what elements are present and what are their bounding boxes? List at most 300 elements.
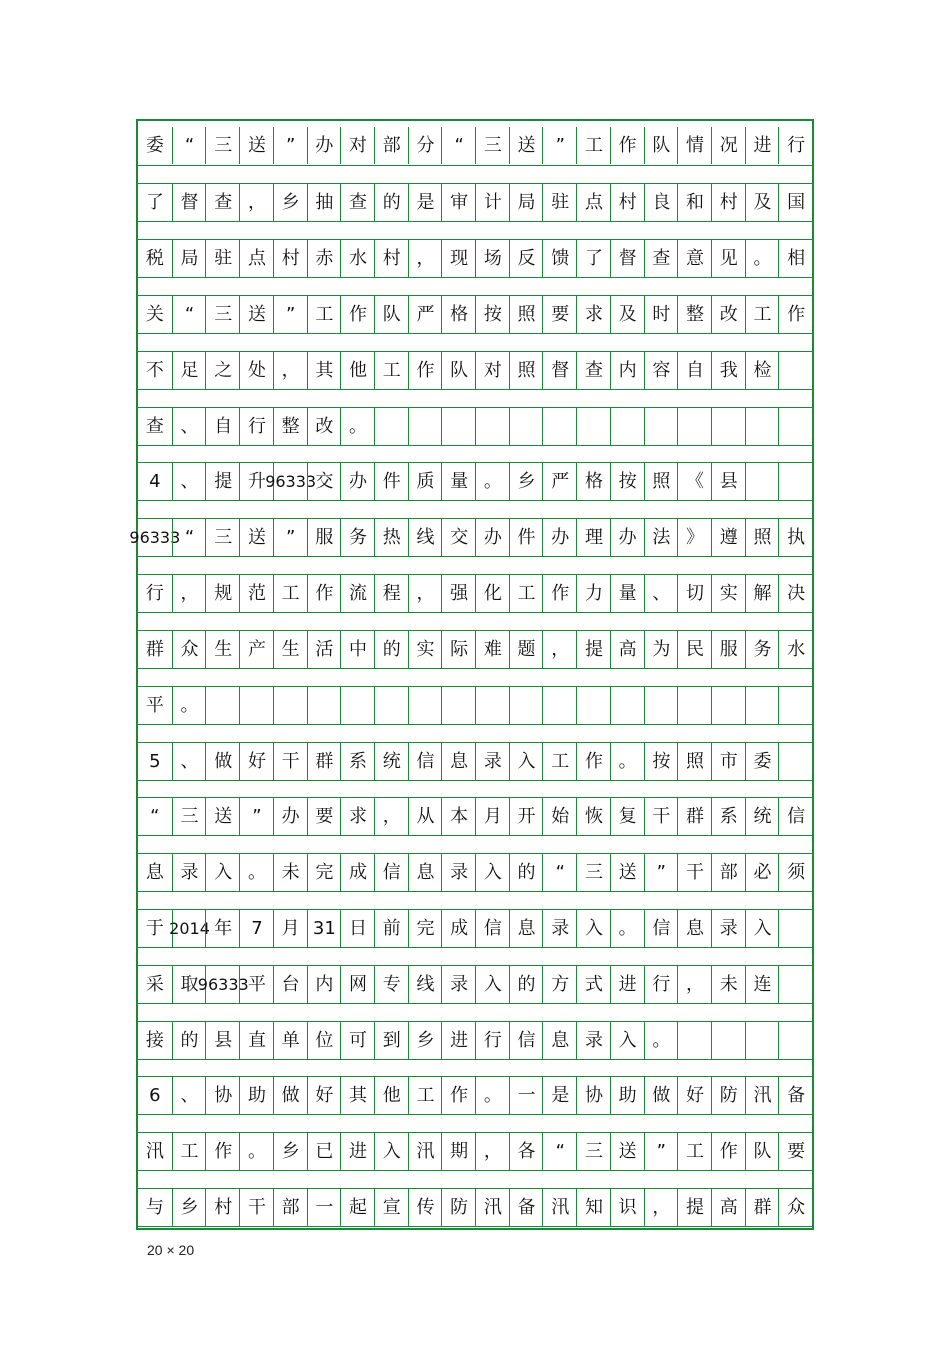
grid-cell: 。 — [475, 1077, 510, 1114]
grid-cell: ， — [475, 1133, 510, 1170]
grid-row — [138, 1132, 812, 1171]
grid-cell: 。 — [644, 1022, 679, 1059]
grid-cell: 升 — [239, 463, 274, 500]
grid-cell: 照 — [677, 743, 712, 780]
grid-cell: 县 — [711, 463, 746, 500]
grid-cell: 办 — [610, 519, 645, 556]
grid-cell: 工 — [374, 352, 409, 389]
grid-cell: 件 — [374, 463, 409, 500]
grid-cell: 理 — [576, 519, 611, 556]
grid-cell: 送 — [239, 519, 274, 556]
grid-cell: 做 — [644, 1077, 679, 1114]
grid-cell — [542, 687, 577, 724]
grid-cell: 月 — [475, 798, 510, 835]
grid-size-label: 20 × 20 — [147, 1242, 195, 1258]
grid-cell — [475, 687, 510, 724]
grid-row — [138, 183, 812, 222]
grid-cell: 乡 — [408, 1022, 443, 1059]
grid-cell: 工 — [576, 127, 611, 164]
grid-cell: 的 — [509, 854, 544, 891]
grid-cell: 提 — [205, 463, 240, 500]
grid-cell: 作 — [340, 296, 375, 333]
grid-cell: 产 — [239, 631, 274, 668]
grid-cell: 息 — [408, 854, 443, 891]
grid-cell: 局 — [509, 184, 544, 221]
grid-cell: 督 — [172, 184, 207, 221]
grid-cell: 众 — [778, 1189, 813, 1226]
grid-cell: ” — [644, 1133, 679, 1170]
grid-cell: 委 — [745, 743, 780, 780]
grid-cell: 要 — [778, 1133, 813, 1170]
grid-cell: 、 — [172, 743, 207, 780]
grid-row — [138, 239, 812, 278]
grid-cell: 入 — [205, 854, 240, 891]
grid-cell — [509, 408, 544, 445]
grid-cell: 协 — [205, 1077, 240, 1114]
grid-cell: 进 — [745, 127, 780, 164]
grid-cell — [408, 687, 443, 724]
grid-cell: 民 — [677, 631, 712, 668]
grid-cell: 96333 — [273, 463, 308, 500]
grid-cell: 月 — [273, 910, 308, 947]
grid-cell: 传 — [408, 1189, 443, 1226]
grid-cell: 7 — [239, 910, 274, 947]
grid-row — [138, 742, 812, 781]
grid-cell: ， — [239, 184, 274, 221]
grid-cell: 平 — [239, 966, 274, 1003]
grid-cell — [778, 743, 813, 780]
grid-cell: 入 — [576, 910, 611, 947]
grid-cell: 三 — [205, 296, 240, 333]
grid-cell: 内 — [610, 352, 645, 389]
grid-cell: 作 — [576, 743, 611, 780]
grid-cell: 作 — [205, 1133, 240, 1170]
grid-cell: 村 — [711, 184, 746, 221]
grid-cell — [340, 687, 375, 724]
grid-cell: 干 — [239, 1189, 274, 1226]
grid-cell: 量 — [441, 463, 476, 500]
grid-cell: 入 — [475, 966, 510, 1003]
grid-cell: 驻 — [205, 240, 240, 277]
grid-row — [138, 407, 812, 446]
grid-cell — [778, 966, 813, 1003]
grid-cell — [677, 687, 712, 724]
grid-cell: 直 — [239, 1022, 274, 1059]
grid-cell: 整 — [677, 296, 712, 333]
grid-cell: 助 — [239, 1077, 274, 1114]
grid-cell: 。 — [239, 854, 274, 891]
grid-cell: 程 — [374, 575, 409, 612]
grid-cell: 的 — [374, 631, 409, 668]
grid-cell: 群 — [145, 638, 164, 660]
grid-cell: ， — [677, 966, 712, 1003]
grid-cell: 内 — [307, 966, 342, 1003]
grid-cell: 入 — [374, 1133, 409, 1170]
grid-cell: 、 — [644, 575, 679, 612]
grid-cell — [778, 408, 813, 445]
grid-cell: 照 — [509, 352, 544, 389]
grid-cell: 队 — [441, 352, 476, 389]
grid-cell: 送 — [239, 296, 274, 333]
grid-cell: 完 — [408, 910, 443, 947]
grid-row — [138, 351, 812, 390]
grid-cell: 办 — [475, 519, 510, 556]
grid-cell: 办 — [542, 519, 577, 556]
grid-cell: 改 — [307, 408, 342, 445]
grid-cell: 工 — [745, 296, 780, 333]
grid-cell: 到 — [374, 1022, 409, 1059]
grid-cell: 件 — [509, 519, 544, 556]
grid-cell: 村 — [374, 240, 409, 277]
grid-cell: 工 — [509, 575, 544, 612]
grid-cell — [778, 910, 813, 947]
grid-cell: 际 — [441, 631, 476, 668]
grid-cell: 分 — [408, 127, 443, 164]
grid-cell — [677, 408, 712, 445]
grid-cell: 与 — [145, 1196, 164, 1218]
grid-cell: 进 — [441, 1022, 476, 1059]
grid-cell: 关 — [145, 303, 164, 325]
grid-cell: 部 — [273, 1189, 308, 1226]
grid-cell: 格 — [576, 463, 611, 500]
grid-cell: 查 — [205, 184, 240, 221]
grid-cell: 相 — [778, 240, 813, 277]
grid-cell — [711, 687, 746, 724]
grid-cell: 作 — [307, 575, 342, 612]
grid-cell: 执 — [778, 519, 813, 556]
grid-cell: 县 — [205, 1022, 240, 1059]
grid-cell: 做 — [273, 1077, 308, 1114]
grid-row — [138, 462, 812, 501]
grid-cell: 入 — [509, 743, 544, 780]
grid-cell: 录 — [441, 854, 476, 891]
grid-cell: 位 — [307, 1022, 342, 1059]
grid-cell: 其 — [307, 352, 342, 389]
grid-cell: 和 — [677, 184, 712, 221]
grid-cell — [778, 352, 813, 389]
grid-cell: 水 — [340, 240, 375, 277]
grid-cell: 意 — [677, 240, 712, 277]
grid-cell: 作 — [542, 575, 577, 612]
grid-cell: 活 — [307, 631, 342, 668]
grid-cell: 三 — [205, 519, 240, 556]
grid-cell: 成 — [340, 854, 375, 891]
grid-cell: 整 — [273, 408, 308, 445]
grid-cell: 汛 — [745, 1077, 780, 1114]
grid-cell: 从 — [408, 798, 443, 835]
grid-cell: 要 — [542, 296, 577, 333]
grid-cell: 起 — [340, 1189, 375, 1226]
grid-cell: 各 — [509, 1133, 544, 1170]
grid-cell: 生 — [205, 631, 240, 668]
grid-cell: 处 — [239, 352, 274, 389]
grid-cell: 查 — [145, 415, 164, 437]
grid-cell: 乡 — [172, 1189, 207, 1226]
grid-cell: 行 — [239, 408, 274, 445]
grid-cell: 题 — [509, 631, 544, 668]
grid-cell: 息 — [441, 743, 476, 780]
grid-cell: 汛 — [542, 1189, 577, 1226]
grid-cell: 录 — [172, 854, 207, 891]
grid-cell: 。 — [340, 408, 375, 445]
grid-cell: 驻 — [542, 184, 577, 221]
grid-cell: 年 — [205, 910, 240, 947]
grid-cell: 三 — [475, 127, 510, 164]
grid-cell: 录 — [441, 966, 476, 1003]
grid-cell: 、 — [172, 408, 207, 445]
grid-cell: 2014 — [172, 910, 207, 947]
grid-cell — [745, 408, 780, 445]
grid-cell: 31 — [307, 910, 342, 947]
grid-cell: 作 — [441, 1077, 476, 1114]
grid-cell: ， — [408, 240, 443, 277]
grid-cell: 息 — [145, 861, 164, 883]
grid-cell: 查 — [576, 352, 611, 389]
grid-cell: 6 — [149, 1084, 161, 1106]
grid-cell: 量 — [610, 575, 645, 612]
grid-cell: 提 — [677, 1189, 712, 1226]
grid-cell: 送 — [239, 127, 274, 164]
grid-cell: 5 — [149, 750, 161, 772]
grid-cell: 一 — [509, 1077, 544, 1114]
grid-cell: 96333 — [205, 966, 240, 1003]
grid-cell: 进 — [610, 966, 645, 1003]
grid-cell: 队 — [644, 127, 679, 164]
grid-cell — [542, 408, 577, 445]
grid-cell: 局 — [172, 240, 207, 277]
grid-cell: 市 — [711, 743, 746, 780]
grid-cell: 群 — [745, 1189, 780, 1226]
grid-cell: 高 — [711, 1189, 746, 1226]
grid-cell: 作 — [711, 1133, 746, 1170]
grid-cell: 现 — [441, 240, 476, 277]
grid-cell: 计 — [475, 184, 510, 221]
grid-cell: 中 — [340, 631, 375, 668]
grid-cell: 改 — [711, 296, 746, 333]
grid-cell: 助 — [610, 1077, 645, 1114]
grid-cell: 作 — [610, 127, 645, 164]
grid-cell: 为 — [644, 631, 679, 668]
grid-cell: 抽 — [307, 184, 342, 221]
grid-cell: “ — [172, 127, 207, 164]
grid-cell — [374, 408, 409, 445]
grid-cell: ， — [172, 575, 207, 612]
grid-cell: 三 — [576, 1133, 611, 1170]
grid-cell: 4 — [149, 470, 161, 492]
grid-cell: 场 — [475, 240, 510, 277]
grid-cell: 备 — [778, 1077, 813, 1114]
grid-cell: 要 — [307, 798, 342, 835]
grid-cell: 入 — [475, 854, 510, 891]
grid-cell — [576, 408, 611, 445]
grid-cell: 检 — [745, 352, 780, 389]
grid-cell: 。 — [172, 687, 207, 724]
grid-cell: 实 — [408, 631, 443, 668]
grid-cell: 录 — [475, 743, 510, 780]
grid-cell: 开 — [509, 798, 544, 835]
grid-cell: 。 — [475, 463, 510, 500]
grid-cell: 之 — [205, 352, 240, 389]
grid-cell — [205, 687, 240, 724]
grid-row — [138, 1021, 812, 1060]
grid-cell: 汛 — [475, 1189, 510, 1226]
grid-row — [138, 853, 812, 892]
grid-cell: 96333 — [129, 527, 181, 547]
grid-cell: 服 — [307, 519, 342, 556]
grid-cell: 村 — [610, 184, 645, 221]
grid-cell — [374, 687, 409, 724]
grid-cell: 行 — [145, 582, 164, 604]
grid-cell: 。 — [610, 743, 645, 780]
grid-row — [138, 909, 812, 948]
grid-cell: 信 — [644, 910, 679, 947]
grid-cell: ， — [644, 1189, 679, 1226]
grid-cell: 查 — [644, 240, 679, 277]
grid-cell: 他 — [340, 352, 375, 389]
grid-cell: 息 — [677, 910, 712, 947]
grid-cell: 容 — [644, 352, 679, 389]
grid-cell: 况 — [711, 127, 746, 164]
grid-cell — [408, 408, 443, 445]
grid-cell: 自 — [677, 352, 712, 389]
grid-row — [138, 1188, 812, 1227]
grid-cell: 协 — [576, 1077, 611, 1114]
grid-cell: 录 — [711, 910, 746, 947]
grid-cell: “ — [542, 1133, 577, 1170]
grid-cell: 见 — [711, 240, 746, 277]
grid-cell: 点 — [576, 184, 611, 221]
grid-cell: 办 — [340, 463, 375, 500]
grid-row — [138, 630, 812, 669]
grid-cell: 恢 — [576, 798, 611, 835]
grid-cell: 服 — [711, 631, 746, 668]
grid-cell: 税 — [145, 247, 164, 269]
grid-cell — [711, 1022, 746, 1059]
grid-cell: 好 — [677, 1077, 712, 1114]
grid-cell: 对 — [340, 127, 375, 164]
grid-cell: 。 — [239, 1133, 274, 1170]
grid-cell: 审 — [441, 184, 476, 221]
grid-cell: 足 — [172, 352, 207, 389]
grid-cell: 我 — [711, 352, 746, 389]
grid-cell: 馈 — [542, 240, 577, 277]
grid-cell: 前 — [374, 910, 409, 947]
grid-cell: ， — [408, 575, 443, 612]
grid-cell — [745, 463, 780, 500]
grid-row — [138, 574, 812, 613]
grid-cell: 复 — [610, 798, 645, 835]
grid-cell: 工 — [172, 1133, 207, 1170]
grid-cell: 情 — [677, 127, 712, 164]
grid-cell: 防 — [441, 1189, 476, 1226]
grid-cell: 法 — [644, 519, 679, 556]
grid-cell — [745, 1022, 780, 1059]
grid-cell — [610, 408, 645, 445]
grid-cell: 于 — [145, 917, 164, 939]
grid-cell: 平 — [145, 694, 164, 716]
grid-cell — [644, 687, 679, 724]
grid-cell: 备 — [509, 1189, 544, 1226]
grid-cell: 是 — [408, 184, 443, 221]
grid-cell: 必 — [745, 854, 780, 891]
grid-cell: 格 — [441, 296, 476, 333]
grid-cell: 乡 — [273, 1133, 308, 1170]
grid-cell: 按 — [475, 296, 510, 333]
grid-cell: 求 — [340, 798, 375, 835]
grid-cell: 务 — [745, 631, 780, 668]
grid-cell: 采 — [145, 973, 164, 995]
grid-cell: 办 — [273, 798, 308, 835]
grid-cell: 切 — [677, 575, 712, 612]
grid-cell: 他 — [374, 1077, 409, 1114]
grid-cell: 期 — [441, 1133, 476, 1170]
grid-cell: 查 — [340, 184, 375, 221]
grid-cell: 完 — [307, 854, 342, 891]
grid-cell: 统 — [374, 743, 409, 780]
grid-cell: 自 — [205, 408, 240, 445]
grid-cell — [778, 1022, 813, 1059]
grid-cell: 流 — [340, 575, 375, 612]
grid-cell: 单 — [273, 1022, 308, 1059]
grid-cell: 信 — [475, 910, 510, 947]
grid-cell: 照 — [509, 296, 544, 333]
grid-cell: 工 — [273, 575, 308, 612]
grid-cell: 线 — [408, 966, 443, 1003]
grid-cell: “ — [172, 296, 207, 333]
grid-cell: 录 — [542, 910, 577, 947]
grid-cell — [307, 687, 342, 724]
grid-cell: 干 — [273, 743, 308, 780]
grid-cell: 严 — [408, 296, 443, 333]
grid-row — [138, 965, 812, 1004]
grid-cell: 本 — [441, 798, 476, 835]
grid-cell: 其 — [340, 1077, 375, 1114]
grid-cell: 村 — [273, 240, 308, 277]
grid-cell: 点 — [239, 240, 274, 277]
grid-cell — [778, 463, 813, 500]
grid-row — [138, 1076, 812, 1115]
grid-cell: 了 — [576, 240, 611, 277]
grid-cell: 众 — [172, 631, 207, 668]
grid-cell — [475, 408, 510, 445]
grid-cell: 乡 — [273, 184, 308, 221]
grid-cell: 的 — [374, 184, 409, 221]
grid-row — [138, 127, 812, 166]
grid-cell — [644, 408, 679, 445]
grid-cell: ， — [374, 798, 409, 835]
grid-row — [138, 797, 812, 836]
grid-cell: 工 — [677, 1133, 712, 1170]
grid-cell: 做 — [205, 743, 240, 780]
grid-cell: 三 — [205, 127, 240, 164]
grid-cell — [610, 687, 645, 724]
grid-cell: 信 — [509, 1022, 544, 1059]
grid-cell: 严 — [542, 463, 577, 500]
grid-cell: 督 — [610, 240, 645, 277]
grid-cell: ” — [273, 296, 308, 333]
grid-cell: 宣 — [374, 1189, 409, 1226]
grid-cell: 交 — [441, 519, 476, 556]
grid-cell: 赤 — [307, 240, 342, 277]
grid-cell: 信 — [778, 798, 813, 835]
grid-cell: 》 — [677, 519, 712, 556]
grid-cell — [273, 687, 308, 724]
grid-cell: 、 — [172, 463, 207, 500]
grid-cell: 不 — [145, 359, 164, 381]
grid-cell: 照 — [644, 463, 679, 500]
grid-cell: 知 — [576, 1189, 611, 1226]
grid-cell: 连 — [745, 966, 780, 1003]
